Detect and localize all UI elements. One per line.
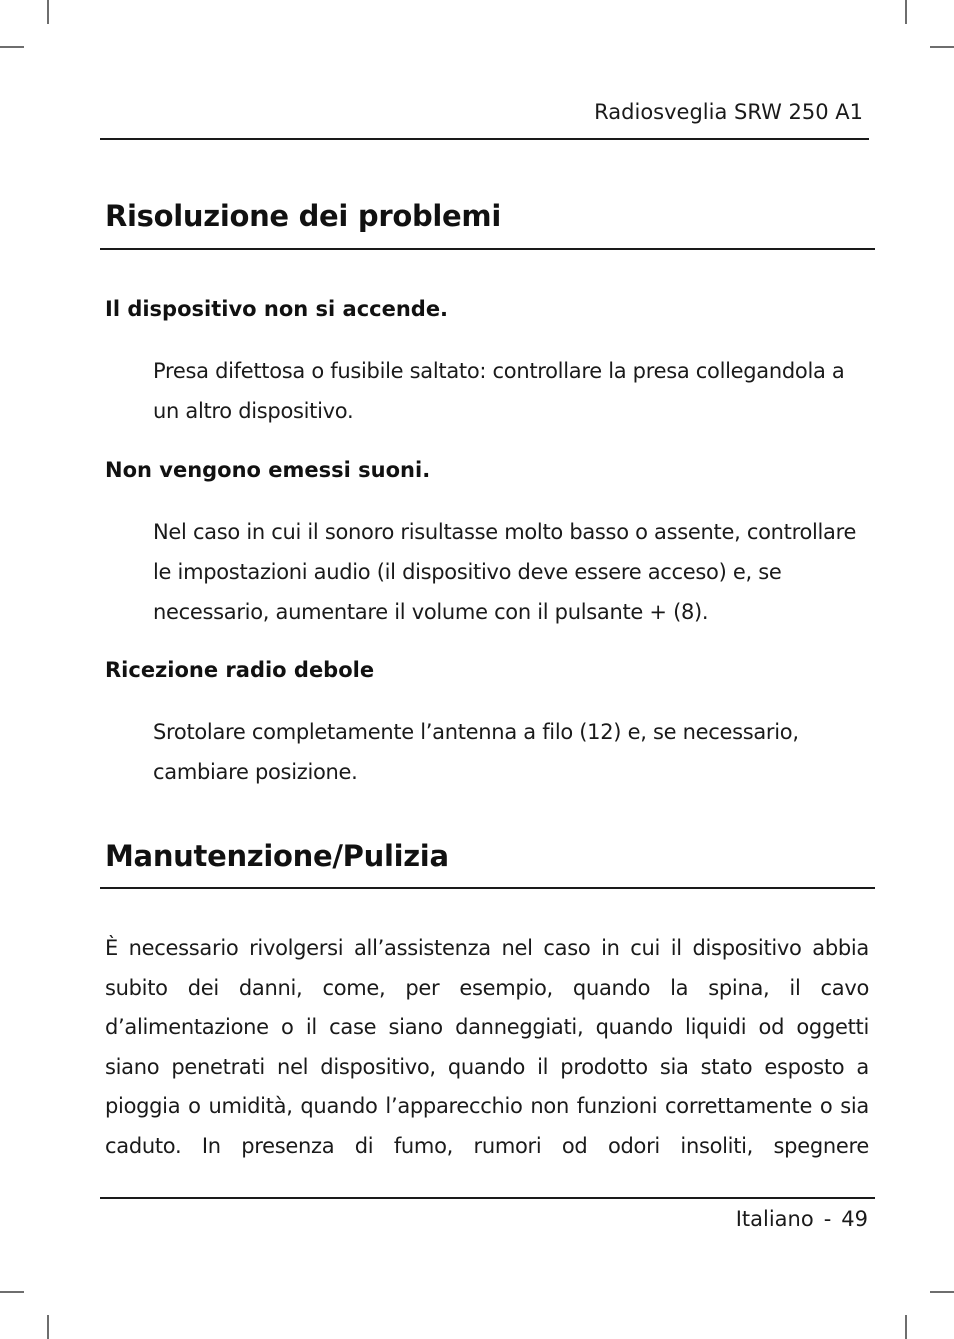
crop-mark-bottom-right	[905, 1315, 907, 1339]
crop-mark-bottom-left	[0, 1291, 24, 1293]
page-number: 49	[841, 1207, 868, 1231]
problem-heading: Ricezione radio debole	[105, 658, 375, 682]
section-rule-troubleshooting	[100, 248, 875, 250]
solution-text: Presa difettosa o fusibile saltato: controllare la presa collegandola a un altro dispositivo.	[153, 359, 845, 423]
page-footer	[736, 1207, 868, 1231]
crop-mark-top-right	[905, 0, 907, 24]
crop-mark-bottom-right	[930, 1291, 954, 1293]
maintenance-body-text: È necessario rivolgersi all’assistenza nel caso in cui il dispositivo abbia subito dei danni, come, per esempio, quando la spina, il cavo d’alimentazione o il case siano danneggiati, quando liquidi od oggetti siano penetrati nel dispositivo, quando il prodotto sia stato esposto a pioggia o umidità, quando l’apparecchio non funzioni correttamente o sia caduto. In presenza di fumo, rumori od odori insoliti, spegnere	[105, 936, 869, 1158]
crop-mark-top-left	[47, 0, 49, 24]
section-rule-maintenance	[100, 887, 875, 889]
footer-language: Italiano	[735, 1207, 814, 1231]
problem-heading: Il dispositivo non si accende.	[105, 297, 449, 321]
problem-heading: Non vengono emessi suoni.	[105, 458, 431, 482]
section-title-troubleshooting: Risoluzione dei problemi	[105, 199, 501, 233]
crop-mark-top-right	[930, 46, 954, 48]
header-rule	[100, 138, 869, 140]
solution-text: Nel caso in cui il sonoro risultasse molto basso o assente, controllare le impostazioni audio (il dispositivo deve essere acceso) e, se necessario, aumentare il volume con il pulsante + (8).	[153, 520, 857, 624]
section-title-maintenance: Manutenzione/Pulizia	[105, 839, 449, 873]
solution-text: Srotolare completamente l’antenna a filo (12) e, se necessario, cambiare posizione.	[153, 720, 799, 784]
crop-mark-top-left	[0, 46, 24, 48]
crop-mark-bottom-left	[47, 1315, 49, 1339]
footer-separator: -	[823, 1207, 832, 1231]
running-header-title: Radiosveglia SRW 250 A1	[594, 100, 863, 124]
footer-rule	[100, 1197, 875, 1199]
